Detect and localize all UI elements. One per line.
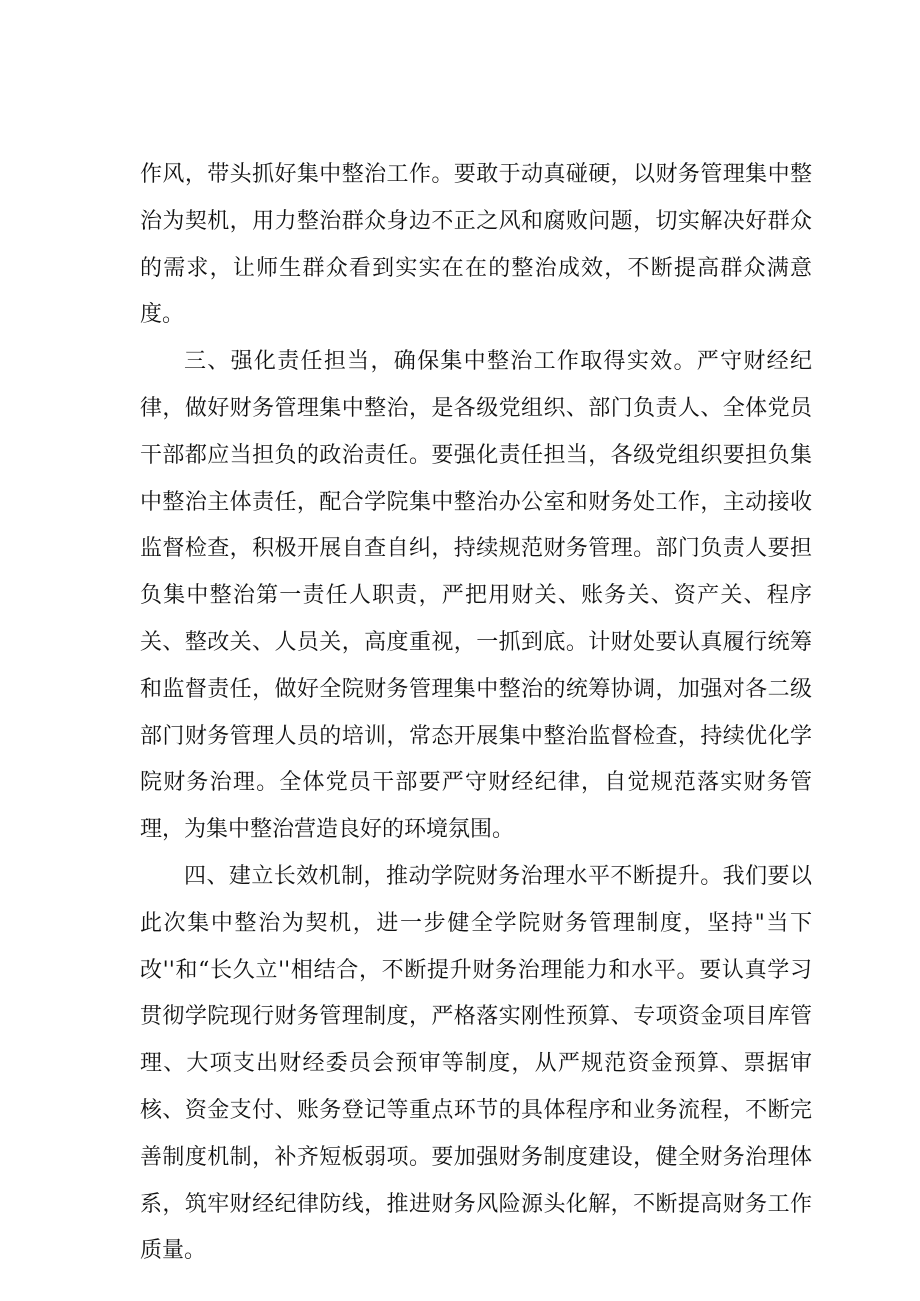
paragraph-2: 三、强化责任担当，确保集中整治工作取得实效。严守财经纪律，做好财务管理集中整治，是各级党组织、部门负责人、全体党员干部都应当担负的政治责任。要强化责任担当，各级党组织要担负集中整治主体责任，配合学院集中整治办公室和财务处工作，主动接收监督检查，积极开展自查自纠，持续规范财务管理。部门负责人要担负集中整治第一责任人职责，严把用财关、账务关、资产关、程序关、整改关、人员关，高度重视，一抓到底。计财处要认真履行统筹和监督责任，做好全院财务管理集中整治的统筹协调，加强对各二级部门财务管理人员的培训，常态开展集中整治监督检查，持续优化学院财务治理。全体党员干部要严守财经纪律，自觉规范落实财务管理，为集中整治营造良好的环境氛围。 [140, 349, 812, 843]
paragraph-1: 作风，带头抓好集中整治工作。要敢于动真碰硬，以财务管理集中整治为契机，用力整治群众身边不正之风和腐败问题，切实解决好群众的需求，让师生群众看到实实在在的整治成效，不断提高群众满意度。 [140, 162, 812, 328]
paragraph-3: 四、建立长效机制，推动学院财务治理水平不断提升。我们要以此次集中整治为契机，进一步健全学院财务管理制度，坚持"当下改''和“长久立''相结合，不断提升财务治理能力和水平。要认真学习贯彻学院现行财务管理制度，严格落实刚性预算、专项资金项目库管理、大项支出财经委员会预审等制度，从严规范资金预算、票据审核、资金支付、账务登记等重点环节的具体程序和业务流程，不断完善制度机制，补齐短板弱项。要加强财务制度建设，健全财务治理体系，筑牢财经纪律防线，推进财务风险源头化解，不断提高财务工作质量。 [140, 863, 812, 1264]
document-body [140, 152, 812, 1275]
